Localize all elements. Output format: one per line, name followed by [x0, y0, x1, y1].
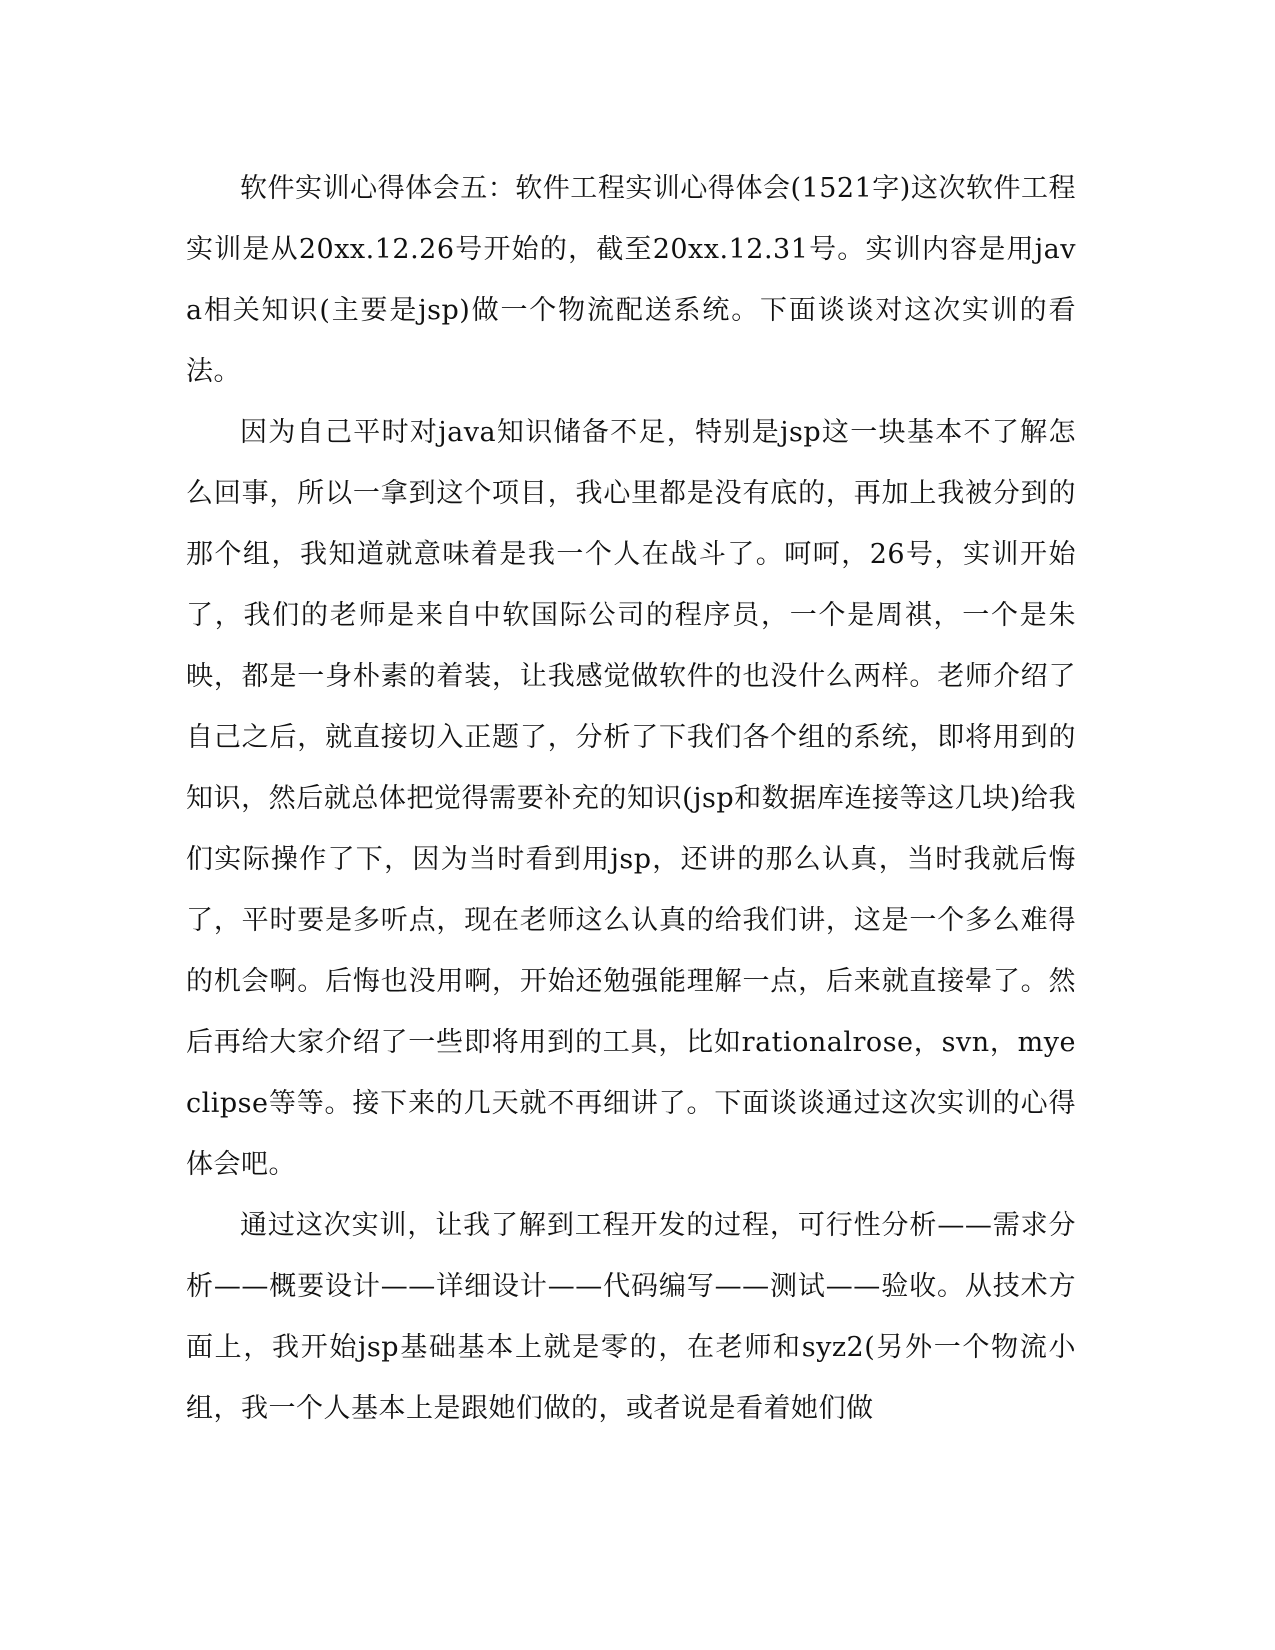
paragraph-intro: 软件实训心得体会五：软件工程实训心得体会(1521字)这次软件工程实训是从20xx.12.26号开始的，截至20xx.12.31号。实训内容是用java相关知识(主要是jsp)做一个物流配送系统。下面谈谈对这次实训的看法。	[186, 173, 1076, 387]
document-body	[186, 158, 1076, 1439]
paragraph-experience: 因为自己平时对java知识储备不足，特别是jsp这一块基本不了解怎么回事，所以一拿到这个项目，我心里都是没有底的，再加上我被分到的那个组，我知道就意味着是我一个人在战斗了。呵呵，26号，实训开始了，我们的老师是来自中软国际公司的程序员，一个是周祺，一个是朱映，都是一身朴素的着装，让我感觉做软件的也没什么两样。老师介绍了自己之后，就直接切入正题了，分析了下我们各个组的系统，即将用到的知识，然后就总体把觉得需要补充的知识(jsp和数据库连接等这几块)给我们实际操作了下，因为当时看到用jsp，还讲的那么认真，当时我就后悔了，平时要是多听点，现在老师这么认真的给我们讲，这是一个多么难得的机会啊。后悔也没用啊，开始还勉强能理解一点，后来就直接晕了。然后再给大家介绍了一些即将用到的工具，比如rationalrose，svn，myeclipse等等。接下来的几天就不再细讲了。下面谈谈通过这次实训的心得体会吧。	[186, 417, 1076, 1180]
paragraph-reflection: 通过这次实训，让我了解到工程开发的过程，可行性分析——需求分析——概要设计——详细设计——代码编写——测试——验收。从技术方面上，我开始jsp基础基本上就是零的，在老师和syz2(另外一个物流小组，我一个人基本上是跟她们做的，或者说是看着她们做	[186, 1210, 1076, 1424]
